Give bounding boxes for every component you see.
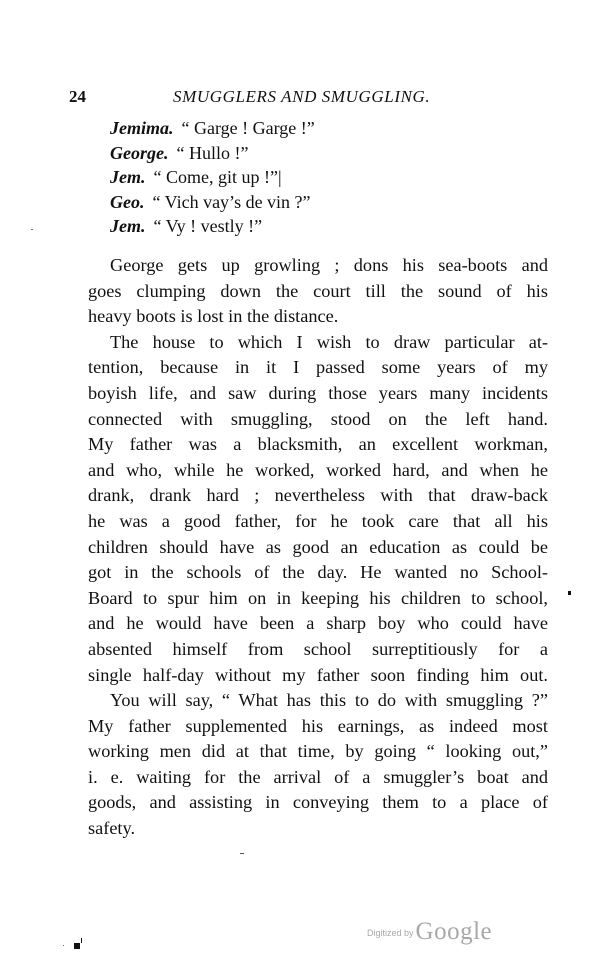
text-line: connected with smuggling, stood on the left hand.: [88, 408, 548, 429]
text-line: goes clumping down the court till the sound of his: [88, 280, 548, 301]
text-line: i. e. waiting for the arrival of a smuggler’s boat and: [88, 766, 548, 787]
scan-speck: [74, 943, 80, 949]
text-line: The house to which I wish to draw particular at-: [110, 331, 548, 352]
text-line: George gets up growling ; dons his sea-boots and: [110, 255, 548, 275]
scan-speck: [240, 853, 244, 854]
text-line: and he would have been a sharp boy who could have: [88, 613, 548, 634]
dialogue-text: “ Hullo !”: [176, 142, 249, 163]
text-line: children should have as good an education as could be: [88, 536, 548, 557]
dialogue-text: “ Vich vay’s de vin ?”: [152, 191, 311, 212]
digitized-by-watermark: [367, 918, 492, 946]
text-line: goods, and assisting in conveying them to a place of: [88, 792, 548, 813]
dialogue-line: [110, 141, 490, 166]
text-line: got in the schools of the day. He wanted no School-: [88, 562, 548, 583]
text-line: drank, drank hard ; nevertheless with that draw-back: [88, 485, 548, 506]
speaker-name: George.: [110, 142, 169, 163]
dialogue-line: [110, 214, 490, 239]
dialogue-text: “ Come, git up !”|: [153, 167, 282, 188]
text-line: he was a good father, for he took care that all his: [88, 510, 548, 531]
speaker-name: Jem.: [110, 216, 146, 237]
speaker-name: Jemima.: [110, 118, 174, 138]
text-line: Board to spur him on in keeping his children to school,: [88, 587, 548, 608]
text-line: absented himself from school surreptitiously for a: [88, 638, 548, 659]
dialogue-text: “ Garge ! Garge !”: [181, 118, 315, 138]
dialogue-line: [110, 165, 490, 190]
text-line: heavy boots is lost in the distance.: [88, 306, 339, 327]
speaker-name: Geo.: [110, 191, 145, 212]
text-line: My father was a blacksmith, an excellent workman,: [88, 434, 548, 455]
text-line: single half-day without my father soon finding him out.: [88, 664, 548, 685]
text-line: My father supplemented his earnings, as indeed most: [88, 715, 548, 736]
text-line: working men did at that time, by going “ looking out,”: [88, 741, 548, 762]
page-number: 24: [69, 87, 86, 106]
body-text: [88, 253, 548, 842]
watermark-prefix: Digitized by: [367, 928, 414, 938]
text-line: tention, because in it I passed some years of my: [88, 357, 548, 378]
scan-speck: [63, 945, 64, 946]
text-line: safety.: [88, 818, 136, 839]
scan-speck: [31, 229, 33, 230]
scan-speck: [568, 591, 571, 595]
text-line: You will say, “ What has this to do with smuggling ?”: [110, 690, 548, 711]
chapter-title: SMUGGLERS AND SMUGGLING.: [173, 87, 431, 106]
running-head: [69, 87, 549, 109]
scan-speck: [81, 938, 82, 943]
dialogue-text: “ Vy ! vestly !”: [153, 216, 263, 237]
dialogue-line: [110, 116, 490, 141]
watermark-brand: Google: [415, 918, 493, 945]
text-line: boyish life, and saw during those years many incidents: [88, 382, 548, 403]
text-line: and who, while he worked, worked hard, and when he: [88, 459, 548, 480]
dialogue-line: [110, 190, 490, 215]
dialogue-block: [110, 116, 490, 239]
speaker-name: Jem.: [110, 167, 146, 188]
